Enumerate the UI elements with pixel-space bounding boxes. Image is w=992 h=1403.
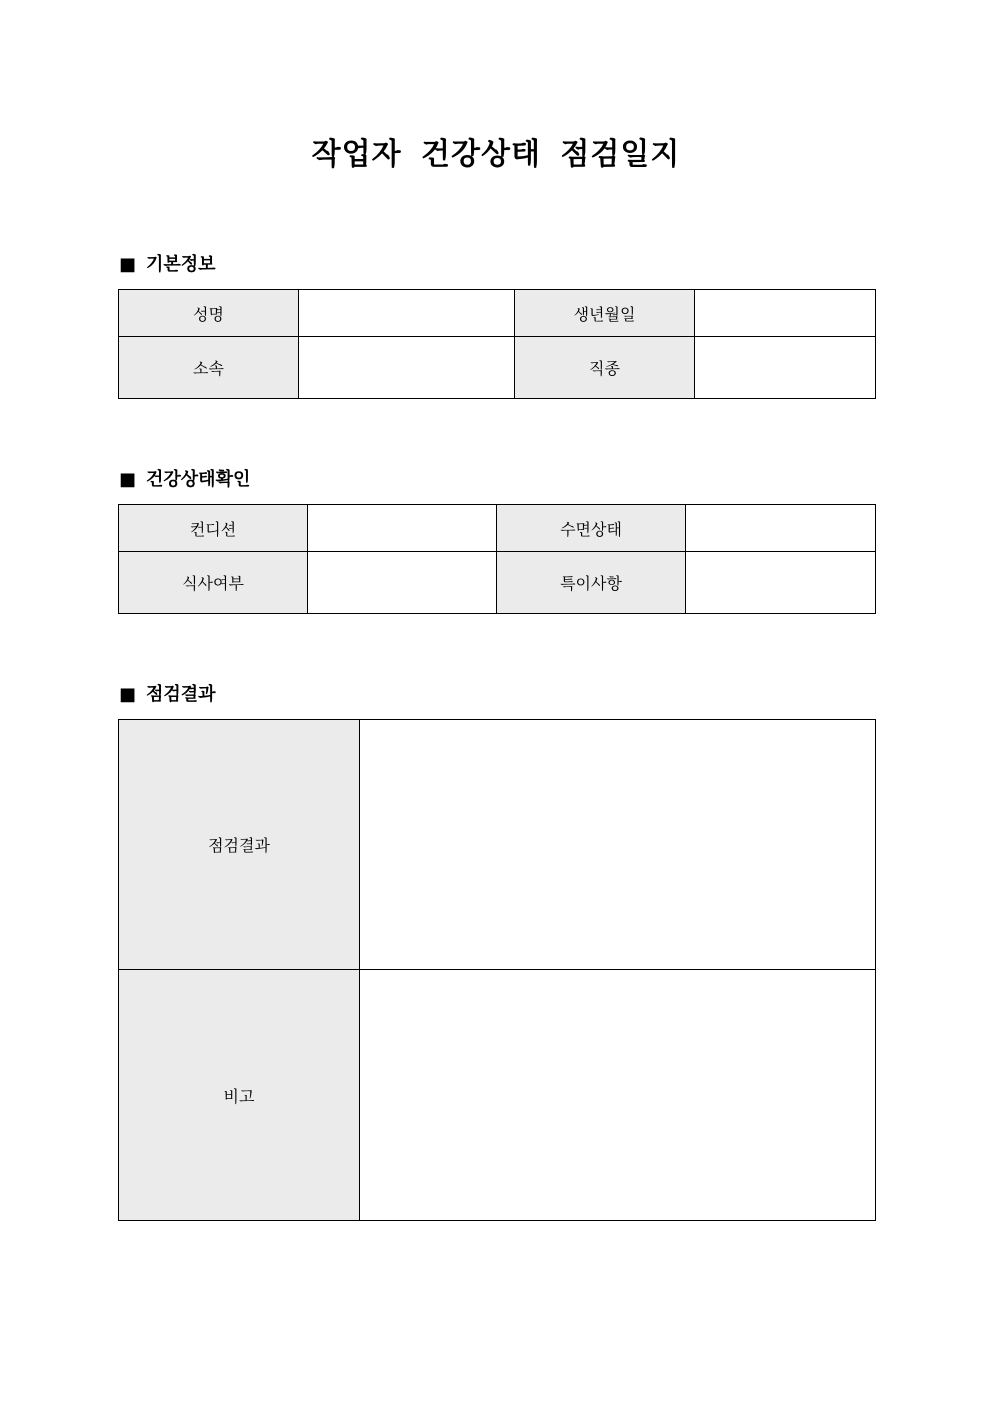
remarks-label: 비고 — [119, 970, 360, 1221]
condition-field[interactable] — [308, 505, 497, 552]
inspection-result-field[interactable] — [360, 720, 876, 970]
table-row — [119, 552, 876, 614]
section-title: 점검결과 — [146, 684, 216, 705]
basic-info-table — [118, 289, 876, 399]
affiliation-field[interactable] — [299, 337, 515, 399]
name-field[interactable] — [299, 290, 515, 337]
job-type-field[interactable] — [695, 337, 876, 399]
section-heading-health-check — [119, 468, 250, 492]
square-bullet-icon: ■ — [119, 469, 137, 490]
table-row — [119, 720, 876, 970]
square-bullet-icon: ■ — [119, 254, 137, 275]
square-bullet-icon: ■ — [119, 684, 137, 705]
table-row — [119, 337, 876, 399]
job-type-label: 직종 — [515, 337, 695, 399]
section-heading-inspection-result — [119, 683, 216, 707]
name-label: 성명 — [119, 290, 299, 337]
condition-label: 컨디션 — [119, 505, 308, 552]
special-notes-field[interactable] — [686, 552, 876, 614]
section-heading-basic-info — [119, 253, 216, 277]
table-row — [119, 970, 876, 1221]
health-check-table — [118, 504, 876, 614]
inspection-result-table — [118, 719, 876, 1221]
inspection-result-label: 점검결과 — [119, 720, 360, 970]
table-row — [119, 290, 876, 337]
page-title: 작업자 건강상태 점검일지 — [311, 137, 681, 172]
meal-status-label: 식사여부 — [119, 552, 308, 614]
section-title: 건강상태확인 — [146, 469, 251, 490]
birthdate-field[interactable] — [695, 290, 876, 337]
meal-status-field[interactable] — [308, 552, 497, 614]
table-row — [119, 505, 876, 552]
affiliation-label: 소속 — [119, 337, 299, 399]
sleep-status-field[interactable] — [686, 505, 876, 552]
section-title: 기본정보 — [146, 254, 216, 275]
special-notes-label: 특이사항 — [497, 552, 686, 614]
birthdate-label: 생년월일 — [515, 290, 695, 337]
remarks-field[interactable] — [360, 970, 876, 1221]
sleep-status-label: 수면상태 — [497, 505, 686, 552]
